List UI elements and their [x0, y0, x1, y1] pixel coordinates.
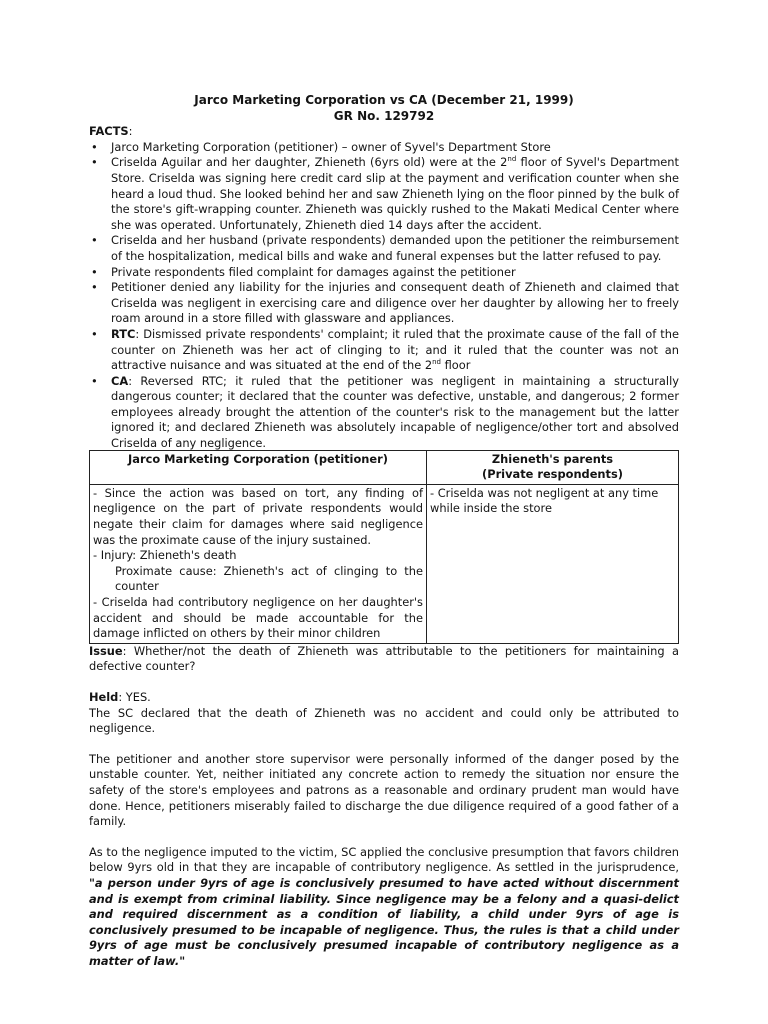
- document: [89, 93, 679, 969]
- respondents-header: [427, 450, 679, 484]
- held-paragraph-1: The SC declared that the death of Zhieneth was no accident and could only be attributed to negligence.: [89, 705, 679, 736]
- respondents-header-line1: Zhieneth's parents: [491, 451, 614, 466]
- comparison-table: [89, 450, 679, 644]
- jurisprudence-quote: "a person under 9yrs of age is conclusively presumed to have acted without discernment and is exempt from criminal liability. Since negligence may be a felony and a quasi-delict and required discernment as a condition of liability, a child under 9yrs of age is conclusively presumed to be incapable of negligence. Thus, the rules is that a child under 9yrs of age must be conclusively presumed incapable of contributory negligence as a matter of law.": [89, 875, 679, 968]
- petitioner-cell: [90, 484, 427, 643]
- case-title: Jarco Marketing Corporation vs CA (December 21, 1999): [194, 93, 574, 107]
- respondents-header-line2: (Private respondents): [482, 467, 623, 482]
- respondents-arg-1: - Criselda was not negligent at any time while inside the store: [430, 485, 659, 516]
- list-item: [89, 233, 679, 264]
- facts-label: FACTS: [89, 124, 129, 139]
- fact-text: Criselda and her husband (private respondents) demanded upon the petitioner the reimbursement of the hospitalization, medical bills and wake and funeral expenses but the latter refused to pay.: [111, 233, 679, 263]
- issue-text: : Whether/not the death of Zhieneth was attributable to the petitioners for maintaining a defective counter?: [89, 643, 679, 674]
- fact-text: Jarco Marketing Corporation (petitioner) – owner of Syvel's Department Store: [111, 139, 551, 154]
- gr-number: GR No. 129792: [333, 108, 435, 123]
- held-p3-text: As to the negligence imputed to the victim, SC applied the conclusive presumption that favors children below 9yrs old in that they are incapable of contributory negligence. As settled in the jurisprudence,: [89, 844, 679, 875]
- petitioner-arg-4: - Criselda had contributory negligence on her daughter's accident and should be made accountable for the damage inflicted on others by their minor children: [93, 595, 423, 641]
- petitioner-header: Jarco Marketing Corporation (petitioner): [90, 450, 427, 484]
- petitioner-arg-1: - Since the action was based on tort, any finding of negligence on the part of private respondents would negate their claim for damages where said negligence was the proximate cause of the injury sustained.: [93, 485, 423, 547]
- list-item: [89, 280, 679, 327]
- fact-text: : Reversed RTC; it ruled that the petitioner was negligent in maintaining a structurally dangerous counter; it declared that the counter was defective, unstable, and dangerous; 2 former employees already brought the attention of the counter's risk to the management but the latter ignored it; and declared Zhieneth was absolutely incapable of negligence/other tort and absolved Criselda of any negligence.: [111, 373, 679, 451]
- list-item: [89, 155, 679, 233]
- held-label: Held: [89, 689, 119, 704]
- held-paragraph-2: The petitioner and another store supervisor were personally informed of the danger posed by the unstable counter. Yet, neither initiated any concrete action to remedy the situation nor ensure the safety of the store's employees and patrons as a reasonable and ordinary prudent man would have done. Hence, petitioners miserably failed to discharge the due diligence required of a good father of a family.: [89, 751, 679, 829]
- fact-text: Private respondents filed complaint for damages against the petitioner: [111, 264, 516, 279]
- fact-text: : Dismissed private respondents' complaint; it ruled that the proximate cause of the fall of the counter on Zhieneth was her act of clinging to it; and it ruled that the counter was not an attractive nuisance and was situated at the end of the 2nd floor: [111, 326, 679, 373]
- rtc-label: RTC: [111, 326, 136, 341]
- list-item: [89, 265, 679, 281]
- list-item: [89, 140, 679, 156]
- petitioner-arg-3: Proximate cause: Zhieneth's act of clinging to the counter: [115, 563, 423, 594]
- issue-paragraph: [89, 644, 679, 675]
- facts-heading: FACTS:: [89, 124, 133, 139]
- held-paragraph-3: [89, 845, 679, 970]
- petitioner-arg-2: - Injury: Zhieneth's death: [93, 548, 237, 563]
- issue-label: Issue: [89, 643, 123, 658]
- fact-text: Criselda Aguilar and her daughter, Zhieneth (6yrs old) were at the 2nd floor of Syvel's Department Store. Criselda was signing here credit card slip at the payment and verification counter when she heard a loud thud. She looked behind her and saw Zhieneth lying on the floor pinned by the bulk of the store's gift-wrapping counter. Zhieneth was quickly rushed to the Makati Medical Center where she was operated. Unfortunately, Zhieneth died 14 days after the accident.: [111, 155, 679, 232]
- held-line: [89, 690, 679, 706]
- respondents-cell: [427, 484, 679, 643]
- ca-label: CA: [111, 373, 129, 388]
- held-text: : YES.: [118, 689, 151, 704]
- list-item: [89, 327, 679, 374]
- list-item: [89, 374, 679, 452]
- table-header-row: [90, 450, 679, 484]
- facts-list: [89, 140, 679, 452]
- fact-text: Petitioner denied any liability for the injuries and consequent death of Zhieneth and claimed that Criselda was negligent in exercising care and diligence over her daughter by allowing her to freely roam around in a store filled with glassware and appliances.: [111, 280, 679, 326]
- table-row: [90, 484, 679, 643]
